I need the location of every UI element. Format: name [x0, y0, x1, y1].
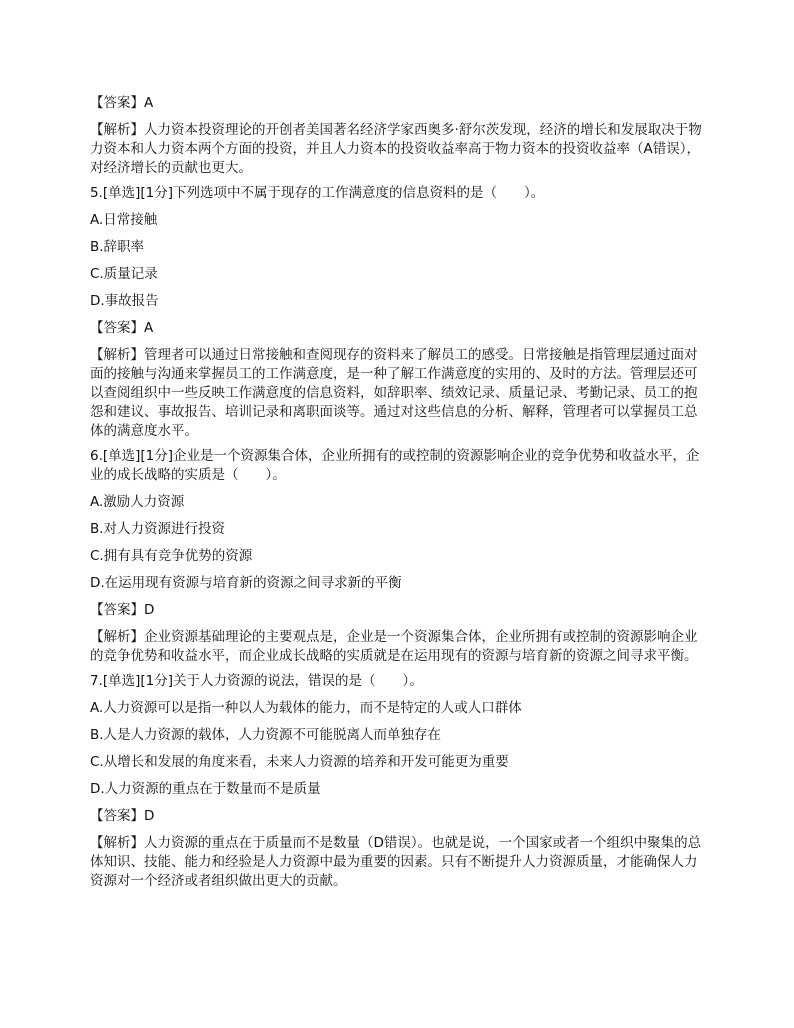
option-c: C.从增长和发展的角度来看，未来人力资源的培养和开发可能更为重要: [90, 754, 509, 770]
answer-line: 【答案】D: [90, 602, 155, 618]
analysis-paragraph: 【解析】人力资本投资理论的开创者美国著名经济学家西奥多·舒尔茨发现，经济的增长和发展取决于物力资本和人力资本两个方面的投资，并且人力资本的投资收益率高于物力资本的投资收益率（A错误），对经济增长的贡献也更大。: [90, 122, 702, 176]
option-c: C.质量记录: [90, 266, 158, 282]
option-c: C.拥有具有竞争优势的资源: [90, 548, 253, 564]
option-a: A.激励人力资源: [90, 494, 185, 510]
analysis-paragraph: 【解析】人力资源的重点在于质量而不是数量（D错误）。也就是说，一个国家或者一个组织中聚集的总体知识、技能、能力和经验是人力资源中最为重要的因素。只有不断提升人力资源质量，才能确保人力资源对一个经济或者组织做出更大的贡献。: [90, 835, 702, 889]
answer-line: 【答案】A: [90, 95, 154, 111]
option-d: D.事故报告: [90, 293, 159, 309]
answer-line: 【答案】D: [90, 808, 155, 824]
option-b: B.人是人力资源的载体，人力资源不可能脱离人而单独存在: [90, 727, 442, 743]
document-page: [90, 90, 710, 897]
option-d: D.在运用现有资源与培育新的资源之间寻求新的平衡: [90, 575, 402, 591]
analysis-paragraph: 【解析】企业资源基础理论的主要观点是，企业是一个资源集合体，企业所拥有或控制的资源影响企业的竞争优势和收益水平，而企业成长战略的实质就是在运用现有的资源与培育新的资源之间寻求平衡。: [90, 629, 698, 664]
option-b: B.辞职率: [90, 239, 145, 255]
option-d: D.人力资源的重点在于数量而不是质量: [90, 781, 321, 797]
question-6-title: 6.[单选][1分]企业是一个资源集合体，企业所拥有的或控制的资源影响企业的竞争优势和收益水平，企业的成长战略的实质是（ ）。: [90, 448, 700, 483]
option-a: A.日常接触: [90, 212, 158, 228]
answer-line: 【答案】A: [90, 320, 154, 336]
analysis-paragraph: 【解析】管理者可以通过日常接触和查阅现存的资料来了解员工的感受。日常接触是指管理层通过面对面的接触与沟通来掌握员工的工作满意度，是一种了解工作满意度的实用的、及时的方法。管理层还可以查阅组织中一些反映工作满意度的信息资料，如辞职率、绩效记录、质量记录、考勤记录、员工的抱怨和建议、事故报告、培训记录和离职面谈等。通过对这些信息的分析、解释，管理者可以掌握员工总体的满意度水平。: [90, 347, 698, 439]
question-5-title: 5.[单选][1分]下列选项中不属于现存的工作满意度的信息资料的是（ ）。: [90, 185, 545, 201]
question-7-title: 7.[单选][1分]关于人力资源的说法，错误的是（ ）。: [90, 673, 423, 689]
option-a: A.人力资源可以是指一种以人为载体的能力，而不是特定的人或人口群体: [90, 700, 522, 716]
option-b: B.对人力资源进行投资: [90, 521, 226, 537]
